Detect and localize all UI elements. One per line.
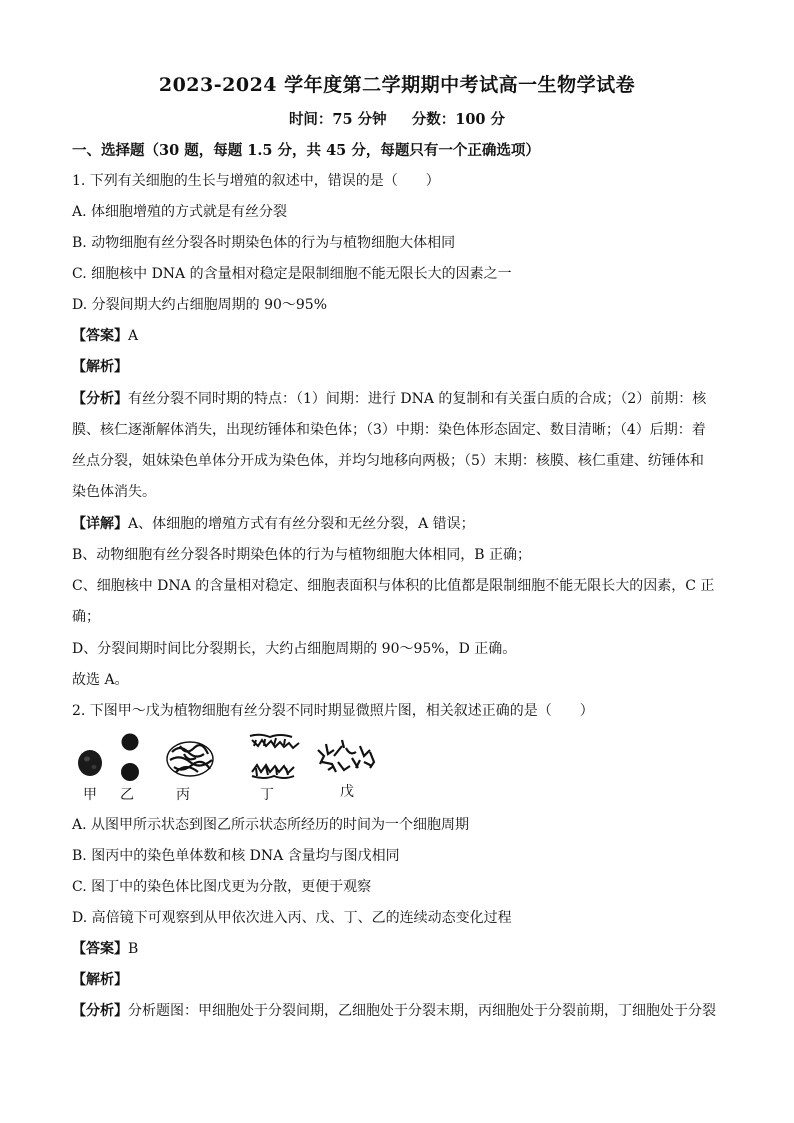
mitosis-micrograph-figure [72, 732, 412, 804]
xiangjie-text: A、体细胞的增殖方式有有丝分裂和无丝分裂，A 错误； [128, 516, 475, 532]
q2-jiexi: 【解析】 [72, 972, 128, 988]
label-wu: 戊 [340, 784, 354, 800]
q1-option-c: C. 细胞核中 DNA 的含量相对稳定是限制细胞不能无限长大的因素之一 [72, 266, 512, 282]
cell-yi-image [121, 734, 139, 782]
q2-option-b: B. 图丙中的染色单体数和核 DNA 含量均与图戊相同 [72, 848, 400, 864]
fenxi-tag: 【分析】 [72, 1003, 128, 1019]
q1-conclusion: 故选 A。 [72, 672, 129, 688]
q1-fenxi-line1 [72, 389, 706, 409]
section-heading: 一、选择题（30 题，每题 1.5 分，共 45 分，每题只有一个正确选项） [72, 142, 540, 159]
q1-xiangjie-line4: 确； [72, 609, 100, 625]
answer-value: B [128, 941, 139, 957]
q1-option-d: D. 分裂间期大约占细胞周期的 90～95% [72, 297, 328, 313]
q1-fenxi-line2: 膜、核仁逐渐解体消失，出现纺锤体和染色体；（3）中期：染色体形态固定、数目清晰；（4）后期：着 [72, 422, 706, 438]
answer-value: A [128, 328, 139, 344]
answer-tag: 【答案】 [72, 941, 128, 957]
xiangjie-tag: 【详解】 [72, 516, 128, 532]
q2-stem: 2. 下图甲～戊为植物细胞有丝分裂不同时期显微照片图，相关叙述正确的是（ ） [72, 703, 594, 719]
exam-subtitle [0, 108, 794, 129]
label-jia: 甲 [83, 787, 97, 803]
q1-fenxi-line3: 丝点分裂，姐妹染色单体分开成为染色体，并均匀地移向两极；（5）末期：核膜、核仁重建、纺锤体和 [72, 453, 704, 469]
q1-jiexi: 【解析】 [72, 359, 128, 375]
q1-fenxi-line4: 染色体消失。 [72, 484, 156, 500]
cell-ding-image [250, 735, 299, 778]
q1-xiangjie-line5: D、分裂间期时间比分裂期长，大约占细胞周期的 90～95%，D 正确。 [72, 641, 517, 657]
cell-wu-image [318, 740, 374, 772]
label-ding: 丁 [260, 787, 274, 803]
q1-xiangjie-line1 [72, 514, 475, 534]
q2-option-a: A. 从图甲所示状态到图乙所示状态所经历的时间为一个细胞周期 [72, 817, 470, 833]
fenxi-text: 有丝分裂不同时期的特点：（1）间期：进行 DNA 的复制和有关蛋白质的合成；（2）前期：核 [128, 391, 707, 407]
q2-option-d: D. 高倍镜下可观察到从甲依次进入丙、戊、丁、乙的连续动态变化过程 [72, 910, 512, 926]
exam-title: 2023-2024 学年度第二学期期中考试高一生物学试卷 [158, 74, 636, 96]
q1-option-b: B. 动物细胞有丝分裂各时期染色体的行为与植物细胞大体相同 [72, 235, 456, 251]
q2-answer [72, 939, 138, 959]
q1-option-a: A. 体细胞增殖的方式就是有丝分裂 [72, 204, 288, 220]
answer-tag: 【答案】 [72, 328, 128, 344]
q2-option-c: C. 图丁中的染色体比图戊更为分散，更便于观察 [72, 879, 372, 895]
fenxi-tag: 【分析】 [72, 391, 128, 407]
exam-time: 时间：75 分钟 [288, 111, 387, 128]
cell-jia-image [78, 750, 102, 776]
label-yi: 乙 [120, 787, 134, 803]
q1-stem: 1. 下列有关细胞的生长与增殖的叙述中，错误的是（ ） [72, 173, 440, 189]
q1-xiangjie-line2: B、动物细胞有丝分裂各时期染色体的行为与植物细胞大体相同，B 正确； [72, 547, 532, 563]
q1-xiangjie-line3: C、细胞核中 DNA 的含量相对稳定、细胞表面积与体积的比值都是限制细胞不能无限长大的因素，C 正 [72, 578, 715, 594]
fenxi-text: 分析题图：甲细胞处于分裂间期，乙细胞处于分裂末期，丙细胞处于分裂前期，丁细胞处于分裂 [128, 1003, 716, 1019]
q1-answer [72, 326, 138, 346]
label-bing: 丙 [176, 787, 190, 803]
q2-fenxi-line1 [72, 1001, 716, 1021]
exam-score: 分数：100 分 [411, 111, 506, 128]
cell-bing-image [167, 742, 213, 776]
